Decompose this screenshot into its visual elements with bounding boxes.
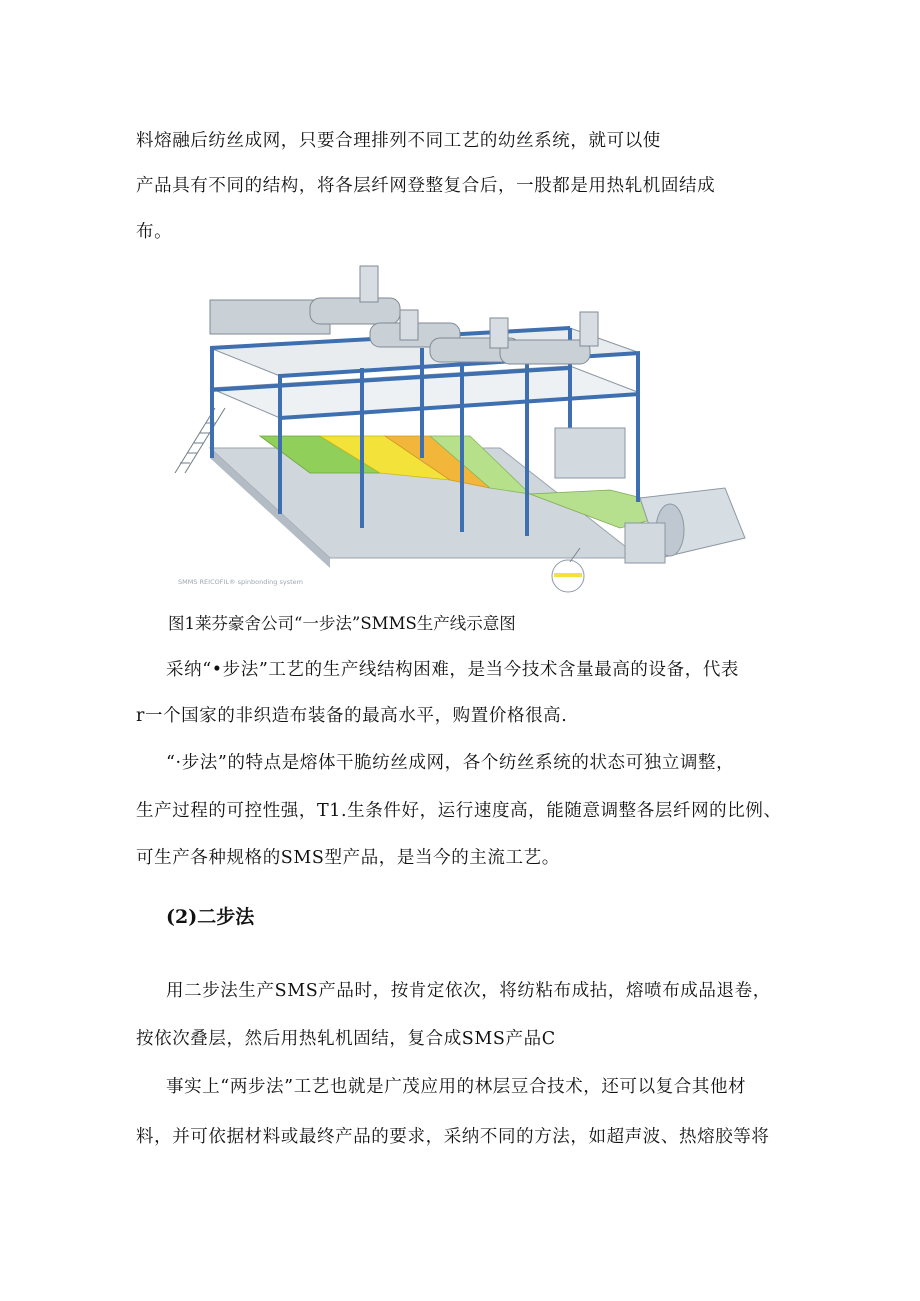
paragraph-3-line-3: 可生产各种规格的SMS型产品，是当今的主流工艺。	[136, 848, 560, 868]
paragraph-2-line-1: 采纳“•步法”工艺的生产线结构困难，是当今技术含量最高的设备，代表	[166, 660, 740, 680]
paragraph-4-line-1: 用二步法生产SMS产品时，按肯定依次，将纺粘布成拈，熔喷布成品退卷，	[166, 981, 771, 1001]
paragraph-4-line-2: 按依次叠层，然后用热轧机固结，复合成SMS产品C	[136, 1029, 556, 1049]
section-heading: (2)二步法	[166, 906, 255, 928]
paragraph-5-line-1: 事实上“两步法”工艺也就是广茂应用的林层豆合技术，还可以复合其他材	[166, 1077, 747, 1097]
paragraph-3-line-1: “·步法”的特点是熔体干脆纺丝成网，各个纺丝系统的状态可独立调整，	[166, 753, 735, 773]
paragraph-1-line-2: 产品具有不同的结构，将各层纤网登整复合后，一股都是用热轧机固结成	[136, 176, 716, 196]
paragraph-2-line-2: r一个国家的非织造布装备的最高水平，购置价格很高.	[136, 706, 568, 726]
smms-production-line-illustration	[170, 258, 760, 598]
paragraph-5-line-2: 料，并可依据材料或最终产品的要求，采纳不同的方法，如超声波、热熔胶等将	[136, 1127, 770, 1147]
paragraph-1-line-3: 布。	[136, 222, 173, 242]
paragraph-1-line-1: 料熔融后纺丝成网，只要合理排列不同工艺的幼丝系统，就可以使	[136, 131, 661, 151]
paragraph-3-line-2: 生产过程的可控性强，T1.生条件好，运行速度高，能随意调整各层纤网的比例、	[136, 801, 782, 821]
production-line-figure	[170, 258, 760, 598]
figure-caption: 图1莱芬豪舍公司“一步法”SMMS生产线示意图	[168, 614, 516, 633]
figure-image-label: SMMS REICOFIL® spinbonding system	[178, 578, 303, 586]
